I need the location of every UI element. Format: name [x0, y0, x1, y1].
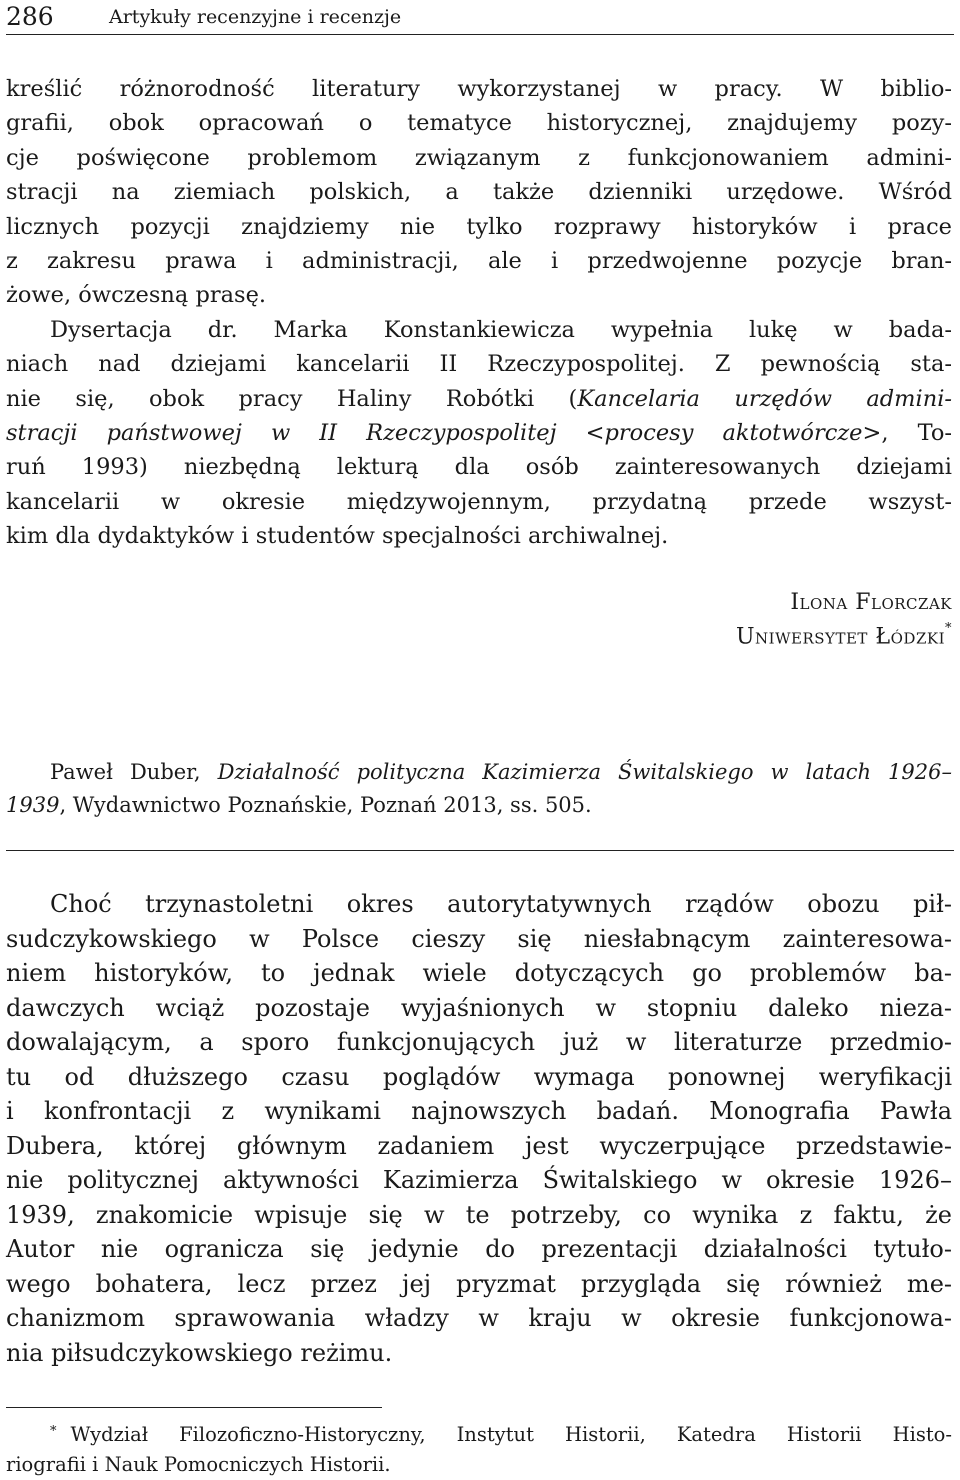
footnote-mark: *: [50, 1424, 57, 1439]
text-line: [6, 756, 952, 789]
text-line: dowalającym, a sporo funkcjonujących już w literaturze przedmio-: [6, 1028, 952, 1056]
text-run: nie się, obok pracy Haliny Robótki (: [6, 385, 578, 412]
text-line: Dubera, której głównym zadaniem jest wyczerpujące przedstawie-: [6, 1131, 952, 1160]
text-line: Autor nie ogranicza się jedynie do prezentacji działalności tytuło-: [6, 1235, 952, 1263]
reviewer-institution: [552, 621, 952, 650]
text-line: nia piłsudczykowskiego reżimu.: [6, 1338, 393, 1367]
text-line: żowe, ówczesną prasę.: [6, 282, 267, 309]
text-line: [6, 382, 952, 416]
text-line: niem historyków, to jednak wiele dotyczących go problemów ba-: [6, 959, 952, 987]
page-number: 286: [6, 2, 54, 31]
footnote-mark: *: [945, 621, 952, 636]
running-title: Artykuły recenzyjne i recenzje: [109, 6, 402, 28]
text-line: dawczych wciąż pozostaje wyjaśnionych w stopniu daleko nieza-: [6, 993, 952, 1022]
section-divider: [6, 850, 954, 851]
book-title-italic: Kancelaria urzędów admini-: [577, 385, 952, 412]
reviewer-name: Ilona Florczak: [790, 590, 952, 615]
text-line: stracji na ziemiach polskich, a także dzienniki urzędowe. Wśród: [6, 179, 952, 206]
book-author: Paweł Duber,: [50, 760, 218, 784]
text-line: kancelarii w okresie międzywojennym, przydatną przede wszyst-: [6, 488, 952, 515]
text-line: kreślić różnorodność literatury wykorzystanej w pracy. W biblio-: [6, 76, 952, 102]
text-line: wego bohatera, lecz przez jej pryzmat przygląda się również me-: [6, 1269, 952, 1298]
text-line: licznych pozycji znajdziemy nie tylko rozprawy historyków i prace: [6, 213, 952, 240]
book-title-italic: stracji państwowej w II Rzeczypospolitej <procesy aktotwórcze>: [6, 419, 882, 446]
text-line: [6, 789, 952, 822]
book-title: Działalność polityczna Kazimierza Świtalskiego w latach 1926–: [217, 760, 952, 784]
text-line: i konfrontacji z wynikami najnowszych badań. Monografia Pawła: [6, 1097, 952, 1125]
bibliographic-entry: [6, 756, 952, 822]
text-line: riografii i Nauk Pomocniczych Historii.: [6, 1453, 391, 1476]
text-run: , To-: [881, 419, 953, 446]
institution-name: Uniwersytet Łódzki: [736, 624, 945, 650]
text-line: niach nad dziejami kancelarii II Rzeczypospolitej. Z pewnością sta-: [6, 351, 952, 378]
text-line: [6, 416, 952, 450]
running-header: [6, 0, 954, 35]
review-1-body: [6, 72, 952, 553]
text-line: 1939, znakomicie wpisuje się w te potrzeby, co wynika z faktu, że: [6, 1200, 952, 1229]
text-line: cje poświęcone problemom związanym z funkcjonowaniem admini-: [6, 144, 952, 171]
text-line: Dysertacja dr. Marka Konstankiewicza wypełnia lukę w bada-: [50, 316, 952, 343]
book-publisher: , Wydawnictwo Poznańskie, Poznań 2013, ss. 505.: [59, 793, 592, 817]
text-line: grafii, obok opracowań o tematyce historycznej, znajdujemy pozy-: [6, 110, 952, 137]
text-line: ruń 1993) niezbędną lekturą dla osób zainteresowanych dziejami: [6, 454, 952, 481]
book-title-cont: 1939: [6, 793, 60, 817]
text-line: sudczykowskiego w Polsce cieszy się niesłabnącym zainteresowa-: [6, 924, 952, 953]
text-line: nie politycznej aktywności Kazimierza Świtalskiego w okresie 1926–: [6, 1166, 952, 1194]
footnote: [6, 1420, 952, 1480]
text-line: [6, 1420, 952, 1450]
text-line: z zakresu prawa i administracji, ale i przedwojenne pozycje bran-: [6, 247, 952, 274]
text-line: kim dla dydaktyków i studentów specjalności archiwalnej.: [6, 523, 669, 550]
review-2-body: [6, 887, 952, 1370]
text-line: tu od dłuższego czasu poglądów wymaga ponownej weryfikacji: [6, 1062, 952, 1091]
footnote-text: Wydział Filozoficzno-Historyczny, Instytut Historii, Katedra Historii Histo-: [70, 1423, 952, 1446]
footnote-rule: [6, 1407, 382, 1408]
text-line: chanizmom sprawowania władzy w kraju w okresie funkcjonowa-: [6, 1304, 952, 1332]
text-line: Choć trzynastoletni okres autorytatywnych rządów obozu pił-: [50, 890, 952, 918]
